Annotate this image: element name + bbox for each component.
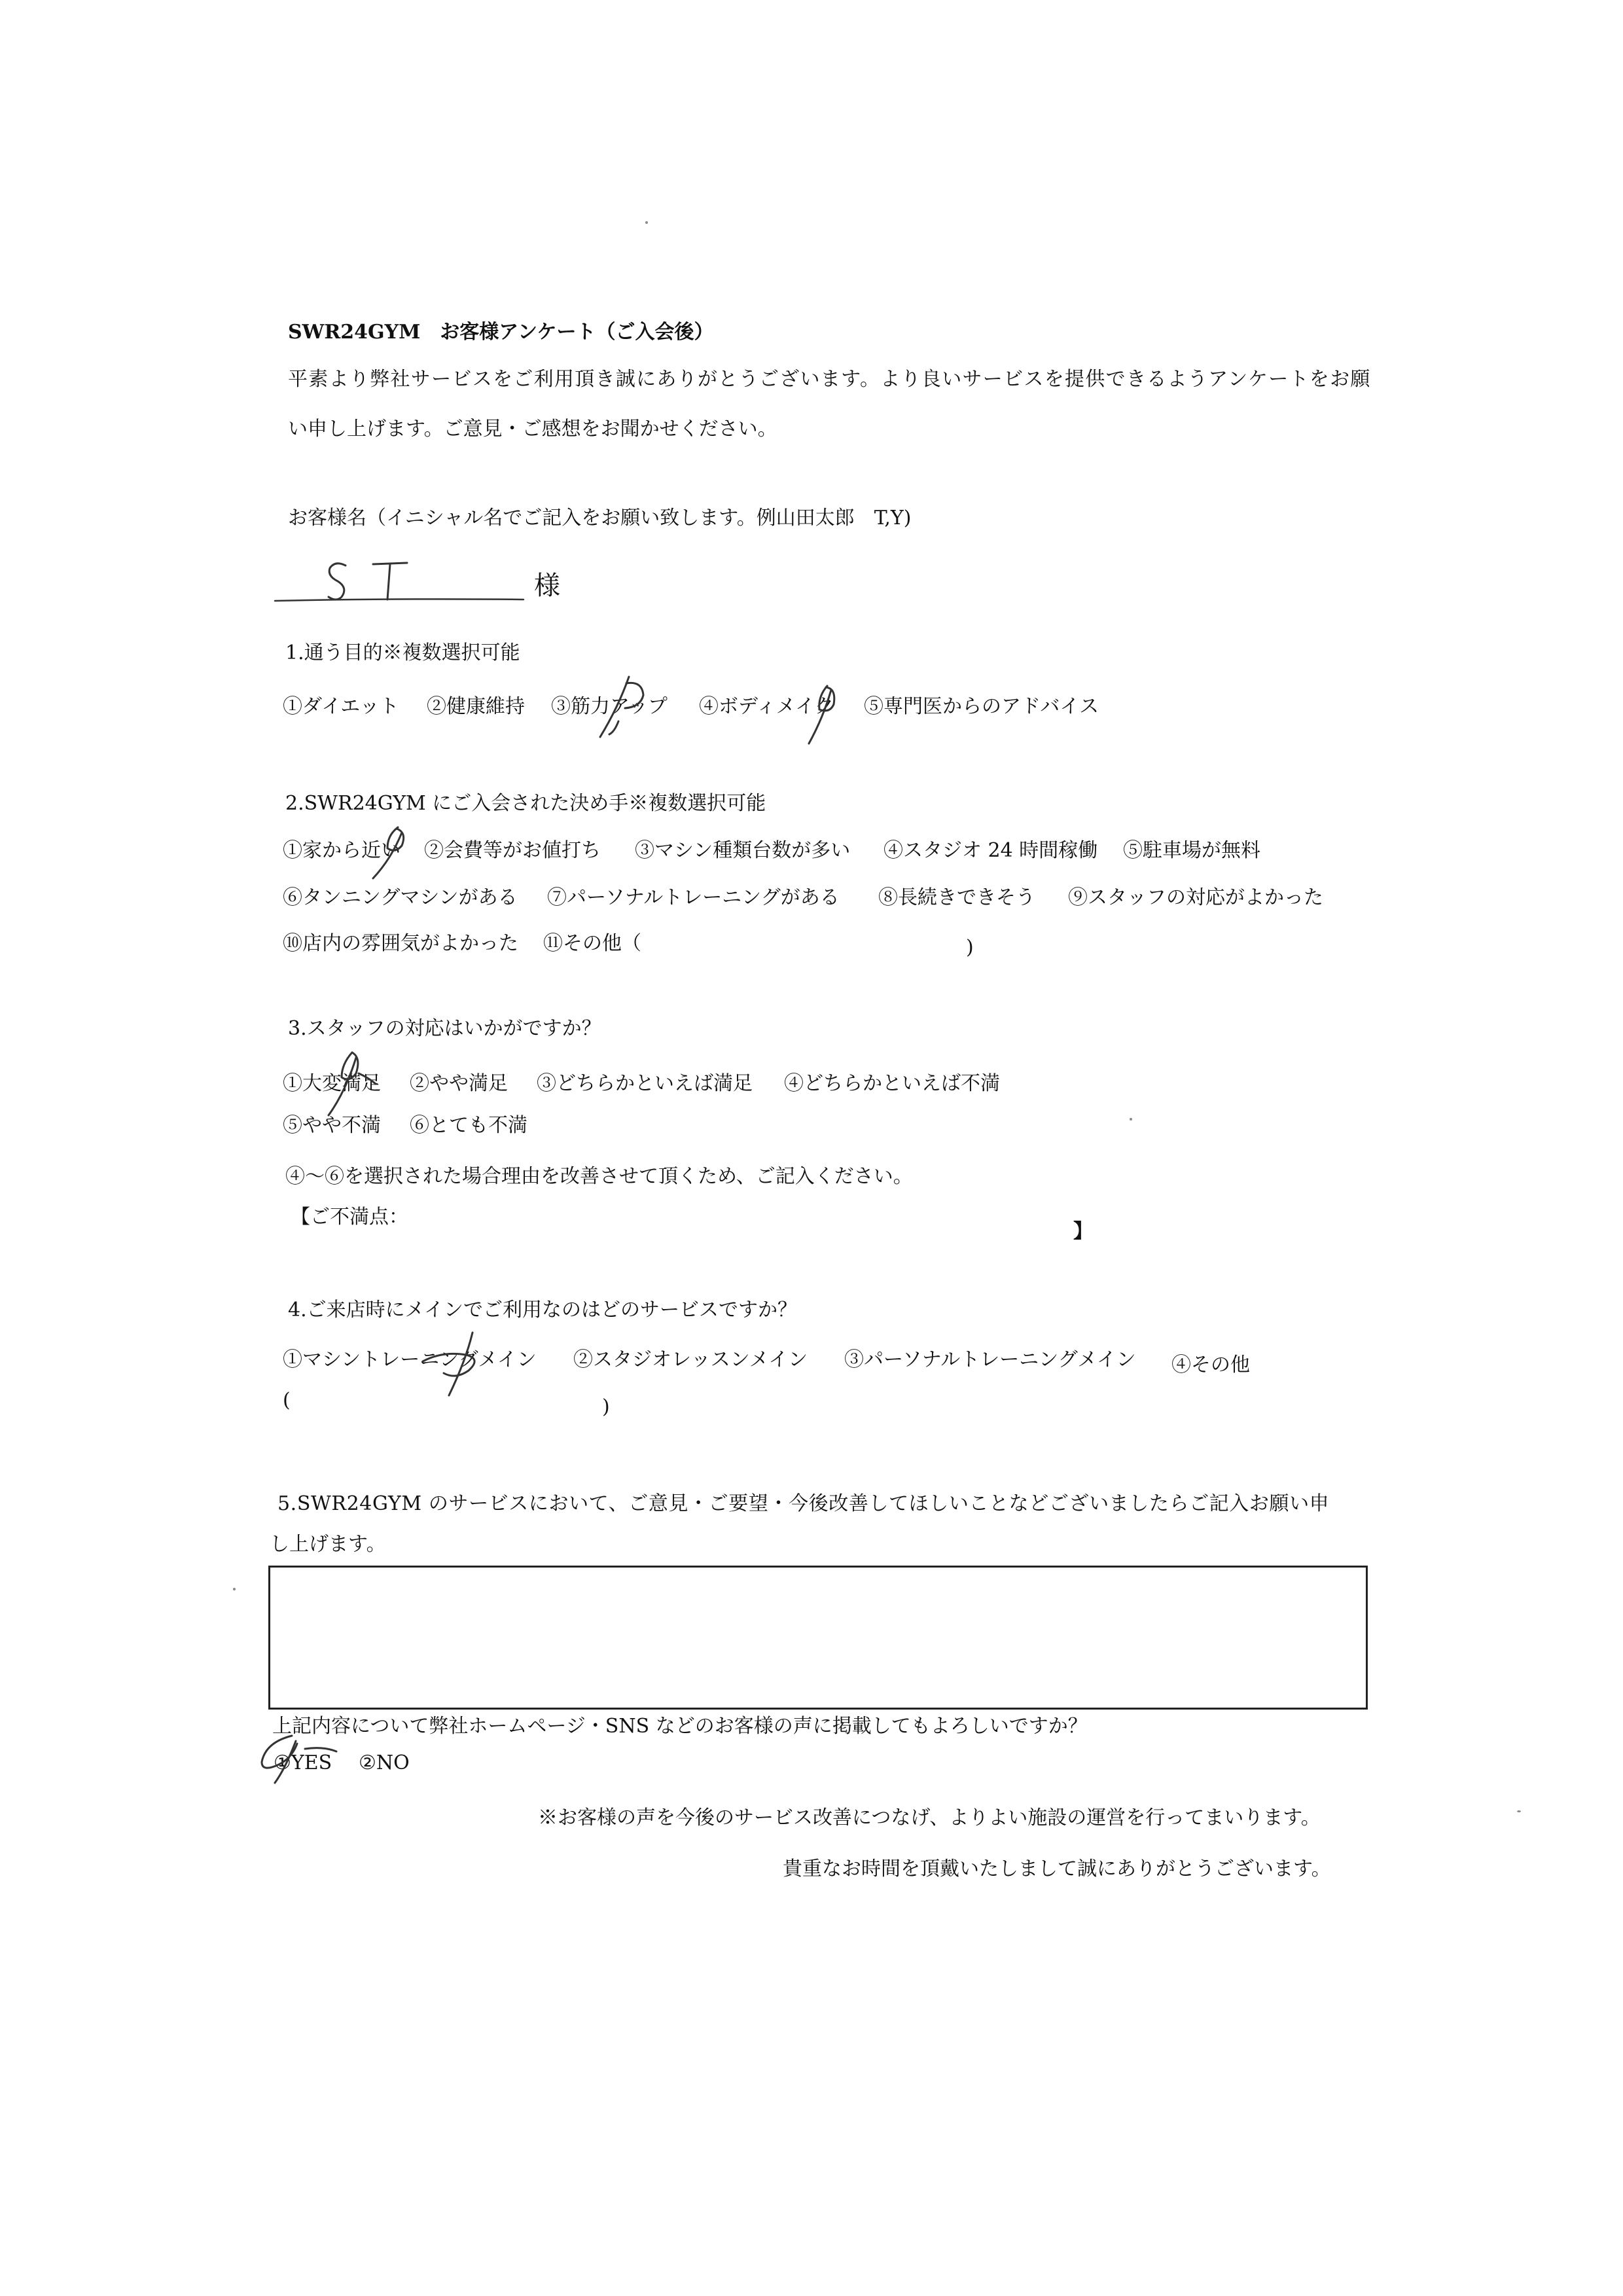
publish-yes-check-mark	[253, 1723, 357, 1788]
q3-complaint-open: 【ご不満点：	[291, 1206, 408, 1229]
q2-question: 2.SWR24GYM にご入会された決め手※複数選択可能	[285, 792, 766, 815]
q2-other-close: )	[966, 936, 974, 959]
footer-line-1: ※お客様の声を今後のサービス改善につなげ、よりよい施設の運営を行ってまいります。	[538, 1806, 1321, 1829]
q3-option-6[interactable]: ⑥とても不満	[410, 1114, 527, 1137]
q4-option-1-check-mark	[403, 1319, 501, 1405]
intro-line-2: い申し上げます。ご意見・ご感想をお聞かせください。	[288, 418, 777, 440]
q4-other-close: )	[602, 1395, 610, 1418]
q5-question-line-2: し上げます。	[270, 1533, 386, 1556]
scan-speck	[645, 221, 648, 224]
q4-option-1[interactable]: ①マシントレーニングメイン	[283, 1348, 537, 1371]
survey-title: SWR24GYM お客様アンケート（ご入会後）	[288, 321, 714, 344]
q2-option-9[interactable]: ⑨スタッフの対応がよかった	[1068, 886, 1323, 909]
publish-option-no[interactable]: ②NO	[359, 1751, 410, 1774]
q3-question: 3.スタッフの対応はいかがですか？	[288, 1017, 601, 1040]
q3-option-3[interactable]: ③どちらかといえば満足	[537, 1072, 753, 1095]
scan-speck	[233, 1588, 236, 1590]
q4-option-4[interactable]: ④その他	[1171, 1354, 1250, 1376]
publish-option-yes[interactable]: ①YES	[274, 1751, 332, 1774]
q1-option-3[interactable]: ③筋力アップ	[551, 695, 668, 718]
q2-option-2[interactable]: ②会費等がお値打ち	[424, 839, 601, 862]
q1-option-5[interactable]: ⑤専門医からのアドバイス	[864, 695, 1099, 718]
q5-question-line-1: 5.SWR24GYM のサービスにおいて、ご意見・ご要望・今後改善してほしいことなどございましたらご記入お願い申	[277, 1492, 1330, 1515]
honorific: 様	[534, 571, 560, 601]
publish-question: 上記内容について弊社ホームページ・SNS などのお客様の声に掲載してもよろしいですか？	[272, 1715, 1088, 1738]
q2-option-10[interactable]: ⑩店内の雰囲気がよかった	[283, 932, 518, 955]
q2-option-3[interactable]: ③マシン種類台数が多い	[635, 839, 851, 862]
q4-option-2[interactable]: ②スタジオレッスンメイン	[573, 1348, 808, 1371]
q1-option-2[interactable]: ②健康維持	[427, 695, 525, 718]
footer-line-2: 貴重なお時間を頂戴いたしまして誠にありがとうございます。	[783, 1857, 1331, 1880]
q3-option-5[interactable]: ⑤やや不満	[283, 1114, 381, 1137]
q4-other-open: (	[283, 1389, 291, 1412]
q3-note: ④～⑥を選択された場合理由を改善させて頂くため、ご記入ください。	[285, 1165, 913, 1188]
q2-option-7[interactable]: ⑦パーソナルトレーニングがある	[547, 886, 840, 909]
q3-option-1-check-mark	[313, 1035, 385, 1121]
q1-option-3-check-mark	[592, 666, 664, 745]
scan-speck	[1130, 1118, 1132, 1121]
q1-question: 1.通う目的※複数選択可能	[285, 641, 520, 664]
customer-name-field[interactable]	[275, 555, 576, 607]
q1-option-4-check-mark	[797, 670, 856, 749]
q1-option-4[interactable]: ④ボディメイク	[699, 695, 834, 718]
q4-option-3[interactable]: ③パーソナルトレーニングメイン	[844, 1348, 1136, 1371]
q3-complaint-close: 】	[1073, 1220, 1093, 1243]
comment-box[interactable]	[268, 1566, 1368, 1710]
q2-option-1[interactable]: ①家から近い	[283, 839, 401, 862]
intro-line-1: 平素より弊社サービスをご利用頂き誠にありがとうございます。より良いサービスを提供できるようアンケートをお願	[288, 368, 1371, 391]
q3-option-2[interactable]: ②やや満足	[410, 1072, 508, 1095]
q4-question: 4.ご来店時にメインでご利用なのはどのサービスですか？	[288, 1299, 798, 1321]
customer-name-label: お客様名（イニシャル名でご記入をお願い致します。例山田太郎 T,Y)	[288, 507, 912, 529]
scan-speck	[1517, 1810, 1521, 1812]
q2-option-4[interactable]: ④スタジオ 24 時間稼働	[883, 839, 1098, 862]
q2-option-6[interactable]: ⑥タンニングマシンがある	[283, 886, 518, 909]
handwritten-initials-st	[275, 555, 576, 607]
q2-option-11[interactable]: ⑪その他（	[543, 932, 641, 955]
q1-option-1[interactable]: ①ダイエット	[283, 695, 399, 718]
q2-option-1-check-mark	[364, 813, 429, 885]
q3-option-1[interactable]: ①大変満足	[283, 1072, 381, 1095]
q2-option-8[interactable]: ⑧長続きできそう	[878, 886, 1035, 909]
q2-option-5[interactable]: ⑤駐車場が無料	[1123, 839, 1260, 862]
q3-option-4[interactable]: ④どちらかといえば不満	[784, 1072, 1000, 1095]
